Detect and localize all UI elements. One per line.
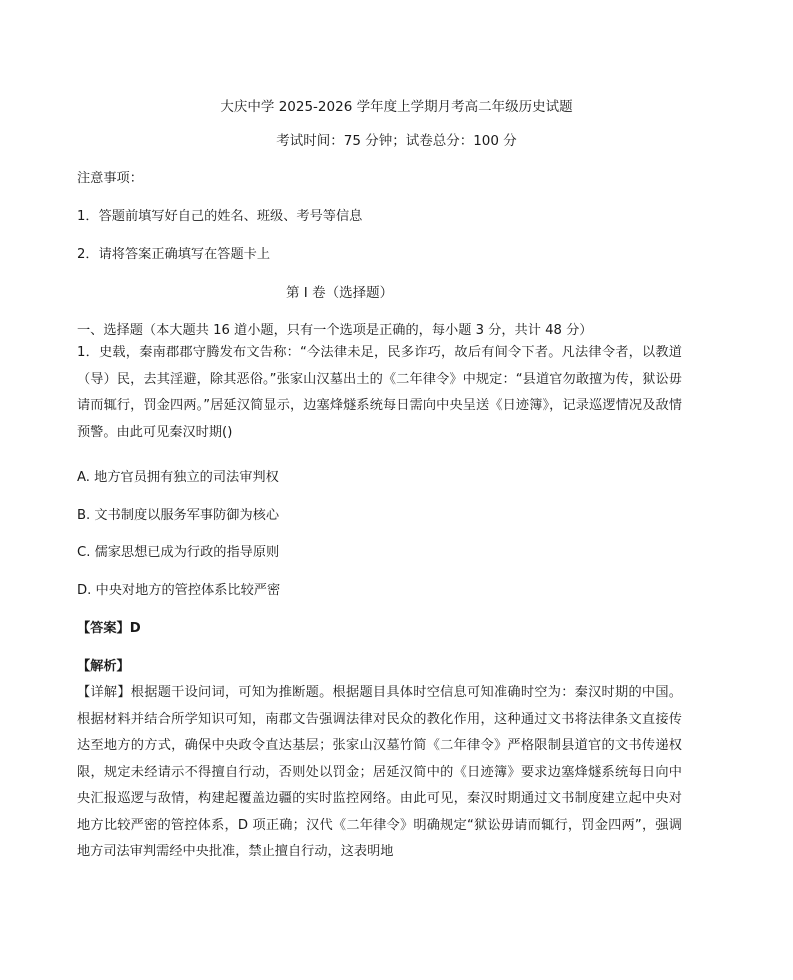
analysis-heading: 【解析】: [77, 659, 130, 674]
exam-title: 大庆中学 2025-2026 学年度上学期月考高二年级历史试题: [220, 99, 573, 115]
option-a: A. 地方官员拥有独立的司法审判权: [77, 470, 279, 485]
notes-heading: 注意事项：: [77, 171, 143, 186]
option-d: D. 中央对地方的管控体系比较严密: [77, 583, 281, 598]
answer-label: 【答案】D: [77, 621, 141, 636]
notes-item-1: 1．答题前填写好自己的姓名、班级、考号等信息: [77, 209, 363, 224]
exam-subtitle: 考试时间：75 分钟；试卷总分：100 分: [276, 133, 517, 149]
notes-item-2: 2．请将答案正确填写在答题卡上: [77, 247, 271, 262]
question-stem: 1．史载，秦南郡郡守腾发布文告称：“今法律未足，民多诈巧，故后有间令下者。凡法律令者，以教道（导）民，去其淫避，除其恶俗。”张家山汉墓出土的《二年律令》中规定：“县道官勿敢擅为传，狱讼毋请而辄行，罚金四两。”居延汉简显示，边塞烽燧系统每日需向中央呈送《日迹簿》，记录巡逻情况及敌情预警。由此可见秦汉时期(): [77, 345, 682, 440]
section-heading: 一、选择题（本大题共 16 道小题，只有一个选项是正确的，每小题 3 分，共计 48 分）: [77, 323, 593, 338]
option-c: C. 儒家思想已成为行政的指导原则: [77, 545, 280, 560]
option-b: B. 文书制度以服务军事防御为核心: [77, 508, 280, 523]
volume-title: 第 I 卷（选择题）: [286, 285, 394, 301]
analysis-text: 【详解】根据题干设问词，可知为推断题。根据题目具体时空信息可知准确时空为：秦汉时期的中国。根据材料并结合所学知识可知，南郡文告强调法律对民众的教化作用，这种通过文书将法律条文直接传达至地方的方式，确保中央政令直达基层；张家山汉墓竹简《二年律令》严格限制县道官的文书传递权限，规定未经请示不得擅自行动，否则处以罚金；居延汉简中的《日迹簿》要求边塞烽燧系统每日向中央汇报巡逻与敌情，构建起覆盖边疆的实时监控网络。由此可见，秦汉时期通过文书制度建立起中央对地方比较严密的管控体系，D 项正确；汉代《二年律令》明确规定“狱讼毋请而辄行，罚金四两”，强调地方司法审判需经中央批准，禁止擅自行动，这表明地: [77, 685, 682, 859]
